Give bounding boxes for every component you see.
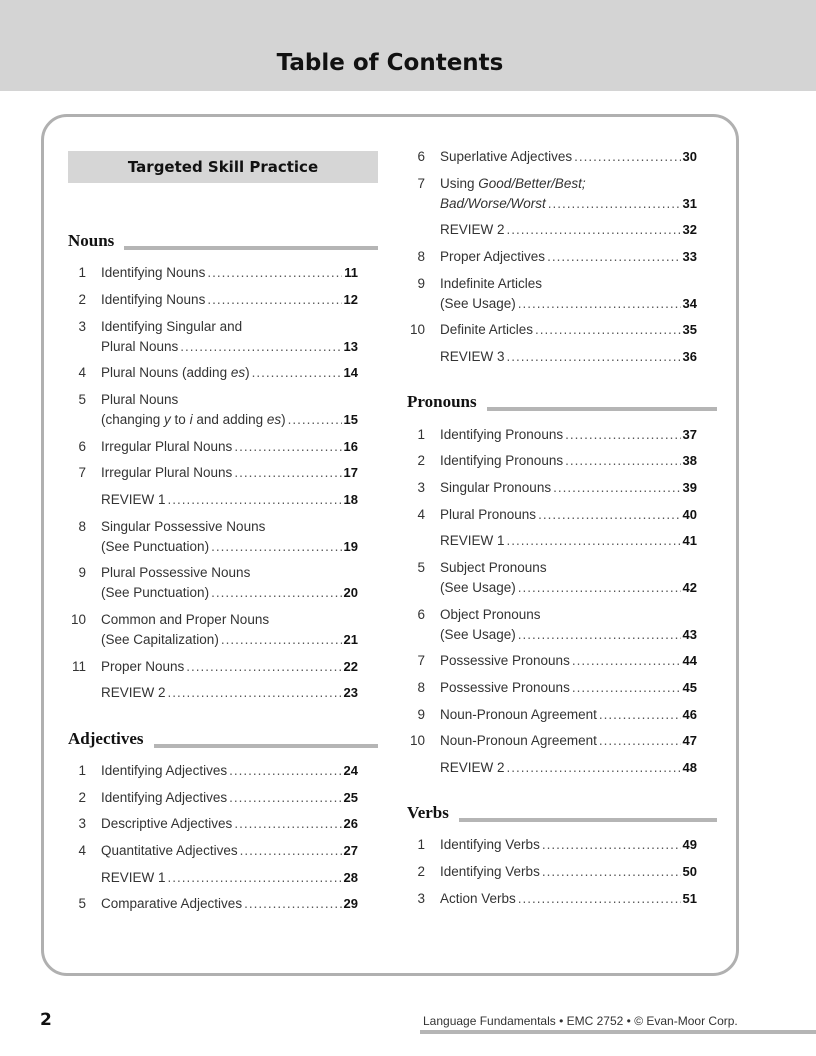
dot-leader	[518, 578, 681, 598]
toc-entry[interactable]	[407, 505, 697, 525]
entry-page-number: 36	[682, 349, 697, 364]
toc-entry[interactable]	[68, 437, 358, 457]
entry-number: 10	[70, 612, 86, 627]
entry-page-number: 28	[343, 870, 358, 885]
entry-number: 2	[417, 453, 425, 468]
entry-page-number: 24	[343, 763, 358, 778]
entry-title: (See Usage)	[440, 627, 516, 642]
entry-title: Bad/Worse/Worst	[440, 196, 546, 211]
entry-page-number: 13	[343, 339, 358, 354]
entry-title: Using Good/Better/Best;	[440, 176, 586, 191]
entry-page-number: 31	[682, 196, 697, 211]
entry-title: Identifying Verbs	[440, 864, 540, 879]
entry-number	[407, 220, 425, 240]
footer-credit: Language Fundamentals • EMC 2752 • © Evan-Moor Corp.	[423, 1014, 738, 1028]
toc-entry[interactable]	[68, 868, 358, 888]
entry-page-number: 26	[343, 816, 358, 831]
dot-leader	[547, 247, 680, 267]
section-header-pronouns	[407, 391, 717, 413]
entry-number	[407, 758, 425, 778]
section-title: Verbs	[407, 802, 459, 824]
entry-number	[407, 531, 425, 551]
entry-title: REVIEW 2	[440, 222, 505, 237]
entry-title: Plural Nouns	[101, 339, 179, 354]
entry-title: Plural Possessive Nouns	[101, 565, 251, 580]
dot-leader	[207, 263, 342, 283]
entry-title: Noun-Pronoun Agreement	[440, 707, 597, 722]
entry-page-number: 48	[682, 760, 697, 775]
dot-leader	[168, 490, 342, 510]
entry-number: 4	[78, 365, 86, 380]
entry-page-number: 41	[682, 533, 697, 548]
entry-page-number: 20	[343, 585, 358, 600]
entry-page-number: 19	[343, 539, 358, 554]
entry-title: REVIEW 2	[440, 760, 505, 775]
toc-entry[interactable]	[407, 274, 697, 314]
entry-title: Identifying Verbs	[440, 837, 540, 852]
dot-leader	[599, 731, 681, 751]
entry-number: 8	[417, 249, 425, 264]
entry-title: Singular Pronouns	[440, 480, 552, 495]
entry-number: 8	[417, 680, 425, 695]
entry-title: REVIEW 1	[101, 492, 166, 507]
entry-title: (See Capitalization)	[101, 632, 219, 647]
toc-entry[interactable]	[407, 174, 697, 214]
entry-number: 3	[417, 480, 425, 495]
entry-number: 4	[78, 843, 86, 858]
dot-leader	[565, 425, 680, 445]
entry-number: 6	[417, 149, 425, 164]
toc-entry[interactable]	[68, 563, 358, 603]
page-number: 2	[40, 1010, 52, 1030]
entry-title: REVIEW 2	[101, 685, 166, 700]
entry-number: 7	[78, 465, 86, 480]
dot-leader	[207, 290, 341, 310]
toc-entry[interactable]	[407, 425, 697, 445]
dot-leader	[168, 683, 342, 703]
entry-page-number: 14	[343, 365, 358, 380]
entry-number	[68, 868, 86, 888]
entry-page-number: 37	[682, 427, 697, 442]
entry-number: 5	[78, 392, 86, 407]
dot-leader	[211, 583, 341, 603]
entry-number: 6	[417, 607, 425, 622]
entry-title: Identifying Singular and	[101, 319, 243, 334]
entry-number: 1	[78, 265, 86, 280]
dot-leader	[542, 862, 681, 882]
entry-page-number: 29	[343, 896, 358, 911]
entry-title: (See Punctuation)	[101, 585, 210, 600]
entry-title: Indefinite Articles	[440, 276, 543, 291]
dot-leader	[548, 194, 681, 214]
toc-entry[interactable]	[68, 290, 358, 310]
entry-number: 3	[78, 816, 86, 831]
entry-title: Identifying Nouns	[101, 292, 206, 307]
entry-title: Plural Nouns	[101, 392, 179, 407]
toc-entry[interactable]	[407, 320, 697, 340]
entry-title: REVIEW 1	[101, 870, 166, 885]
entry-number: 3	[417, 891, 425, 906]
entry-page-number: 16	[343, 439, 358, 454]
entry-title: Singular Possessive Nouns	[101, 519, 266, 534]
section-header-adjectives	[68, 728, 378, 750]
entry-title: Noun-Pronoun Agreement	[440, 733, 597, 748]
entry-page-number: 47	[682, 733, 697, 748]
entry-title: Identifying Adjectives	[101, 763, 228, 778]
entry-title: Subject Pronouns	[440, 560, 547, 575]
toc-entry[interactable]	[68, 683, 358, 703]
toc-entry[interactable]	[407, 247, 697, 267]
entry-page-number: 51	[682, 891, 697, 906]
entry-number: 8	[78, 519, 86, 534]
entry-page-number: 33	[682, 249, 697, 264]
toc-entry[interactable]	[68, 390, 358, 430]
entry-title: Proper Nouns	[101, 659, 185, 674]
dot-leader	[234, 463, 341, 483]
entry-number: 1	[417, 837, 425, 852]
entry-number: 2	[417, 864, 425, 879]
entry-title: Comparative Adjectives	[101, 896, 243, 911]
toc-entry[interactable]	[407, 605, 697, 645]
entry-page-number: 21	[343, 632, 358, 647]
toc-entry[interactable]	[68, 463, 358, 483]
toc-entry[interactable]	[407, 651, 697, 671]
entry-title: Common and Proper Nouns	[101, 612, 270, 627]
entry-page-number: 49	[682, 837, 697, 852]
page-title: Table of Contents	[276, 50, 504, 76]
toc-entry[interactable]	[407, 347, 697, 367]
toc-entry[interactable]	[68, 788, 358, 808]
entry-title: Possessive Pronouns	[440, 680, 570, 695]
entry-page-number: 45	[682, 680, 697, 695]
toc-entry[interactable]	[407, 835, 697, 855]
entry-title: Quantitative Adjectives	[101, 843, 238, 858]
section-title: Pronouns	[407, 391, 487, 413]
entry-page-number: 46	[682, 707, 697, 722]
entry-number: 9	[417, 707, 425, 722]
section-title: Adjectives	[68, 728, 154, 750]
toc-entry[interactable]	[407, 558, 697, 598]
toc-entry[interactable]	[68, 517, 358, 557]
dot-leader	[507, 758, 681, 778]
dot-leader	[240, 841, 342, 861]
entry-number: 9	[78, 565, 86, 580]
dot-leader	[211, 537, 341, 557]
dot-leader	[535, 320, 680, 340]
entry-title: Identifying Pronouns	[440, 427, 564, 442]
entry-title: Descriptive Adjectives	[101, 816, 233, 831]
entry-title: REVIEW 1	[440, 533, 505, 548]
toc-entry[interactable]	[68, 841, 358, 861]
toc-entry[interactable]	[407, 147, 697, 167]
entry-title: Proper Adjectives	[440, 249, 546, 264]
dot-leader	[221, 630, 342, 650]
toc-entry[interactable]	[68, 490, 358, 510]
entry-title: Object Pronouns	[440, 607, 541, 622]
entry-number: 5	[78, 896, 86, 911]
section-header-verbs	[407, 802, 717, 824]
toc-entry[interactable]	[407, 478, 697, 498]
toc-entry[interactable]	[407, 705, 697, 725]
dot-leader	[518, 889, 681, 909]
entry-title: Identifying Nouns	[101, 265, 206, 280]
entry-number	[68, 683, 86, 703]
dot-leader	[565, 451, 680, 471]
entry-page-number: 42	[682, 580, 697, 595]
entry-number	[68, 490, 86, 510]
entry-page-number: 32	[682, 222, 697, 237]
entry-page-number: 17	[343, 465, 358, 480]
entry-page-number: 12	[343, 292, 358, 307]
entry-page-number: 43	[682, 627, 697, 642]
entry-number: 1	[417, 427, 425, 442]
entry-number: 10	[409, 733, 425, 748]
dot-leader	[186, 657, 341, 677]
toc-entry[interactable]	[407, 451, 697, 471]
dot-leader	[572, 678, 681, 698]
dot-leader	[229, 788, 341, 808]
entry-page-number: 35	[682, 322, 697, 337]
entry-page-number: 25	[343, 790, 358, 805]
dot-leader	[288, 410, 342, 430]
entry-page-number: 38	[682, 453, 697, 468]
entry-page-number: 40	[682, 507, 697, 522]
section-header-nouns	[68, 230, 378, 252]
entry-page-number: 30	[682, 149, 697, 164]
dot-leader	[538, 505, 680, 525]
entry-title: (See Usage)	[440, 580, 516, 595]
entry-title: Identifying Pronouns	[440, 453, 564, 468]
toc-entry[interactable]	[407, 678, 697, 698]
dot-leader	[252, 363, 342, 383]
entry-title: Plural Nouns (adding es)	[101, 365, 250, 380]
entry-number: 2	[78, 292, 86, 307]
entry-title: REVIEW 3	[440, 349, 505, 364]
toc-entry[interactable]	[407, 758, 697, 778]
entry-number: 6	[78, 439, 86, 454]
dot-leader	[234, 437, 341, 457]
entry-number: 1	[78, 763, 86, 778]
dot-leader	[234, 814, 341, 834]
dot-leader	[599, 705, 681, 725]
entry-number	[407, 347, 425, 367]
dot-leader	[507, 531, 681, 551]
entry-number: 10	[409, 322, 425, 337]
dot-leader	[518, 294, 681, 314]
toc-entry[interactable]	[407, 731, 697, 751]
toc-entry[interactable]	[68, 657, 358, 677]
dot-leader	[180, 337, 341, 357]
entry-number: 7	[417, 176, 425, 191]
entry-page-number: 11	[344, 265, 358, 280]
entry-page-number: 34	[682, 296, 697, 311]
entry-number: 2	[78, 790, 86, 805]
entry-title: (See Punctuation)	[101, 539, 210, 554]
entry-title: Plural Pronouns	[440, 507, 537, 522]
dot-leader	[168, 868, 342, 888]
entry-page-number: 50	[682, 864, 697, 879]
entry-number: 9	[417, 276, 425, 291]
entry-number: 5	[417, 560, 425, 575]
dot-leader	[542, 835, 681, 855]
entry-title: Action Verbs	[440, 891, 516, 906]
dot-leader	[553, 478, 680, 498]
toc-entry[interactable]	[68, 263, 358, 283]
dot-leader	[507, 347, 681, 367]
entry-page-number: 18	[343, 492, 358, 507]
entry-number: 11	[71, 659, 86, 674]
entry-title: Irregular Plural Nouns	[101, 465, 233, 480]
skill-practice-label: Targeted Skill Practice	[68, 151, 378, 183]
entry-page-number: 44	[682, 653, 697, 668]
dot-leader	[229, 761, 341, 781]
header-band	[0, 0, 816, 91]
toc-entry[interactable]	[68, 317, 358, 357]
entry-page-number: 27	[343, 843, 358, 858]
dot-leader	[507, 220, 681, 240]
toc-entry[interactable]	[407, 220, 697, 240]
dot-leader	[244, 894, 341, 914]
dot-leader	[572, 651, 681, 671]
entry-title: Identifying Adjectives	[101, 790, 228, 805]
entry-title: Possessive Pronouns	[440, 653, 570, 668]
entry-page-number: 23	[343, 685, 358, 700]
entry-number: 3	[78, 319, 86, 334]
toc-entry[interactable]	[407, 862, 697, 882]
toc-entry[interactable]	[407, 531, 697, 551]
dot-leader	[518, 625, 681, 645]
entry-page-number: 39	[682, 480, 697, 495]
toc-entry[interactable]	[68, 610, 358, 650]
entry-title: Superlative Adjectives	[440, 149, 573, 164]
toc-entry[interactable]	[68, 894, 358, 914]
entry-page-number: 22	[343, 659, 358, 674]
section-title: Nouns	[68, 230, 124, 252]
entry-title: (changing y to i and adding es)	[101, 412, 286, 427]
toc-entry[interactable]	[68, 761, 358, 781]
entry-title: Irregular Plural Nouns	[101, 439, 233, 454]
entry-number: 4	[417, 507, 425, 522]
entry-number: 7	[417, 653, 425, 668]
entry-title: (See Usage)	[440, 296, 516, 311]
dot-leader	[574, 147, 680, 167]
entry-title: Definite Articles	[440, 322, 534, 337]
toc-entry[interactable]	[68, 363, 358, 383]
toc-entry[interactable]	[68, 814, 358, 834]
entry-page-number: 15	[343, 412, 358, 427]
toc-entry[interactable]	[407, 889, 697, 909]
footer-rule	[420, 1030, 816, 1034]
